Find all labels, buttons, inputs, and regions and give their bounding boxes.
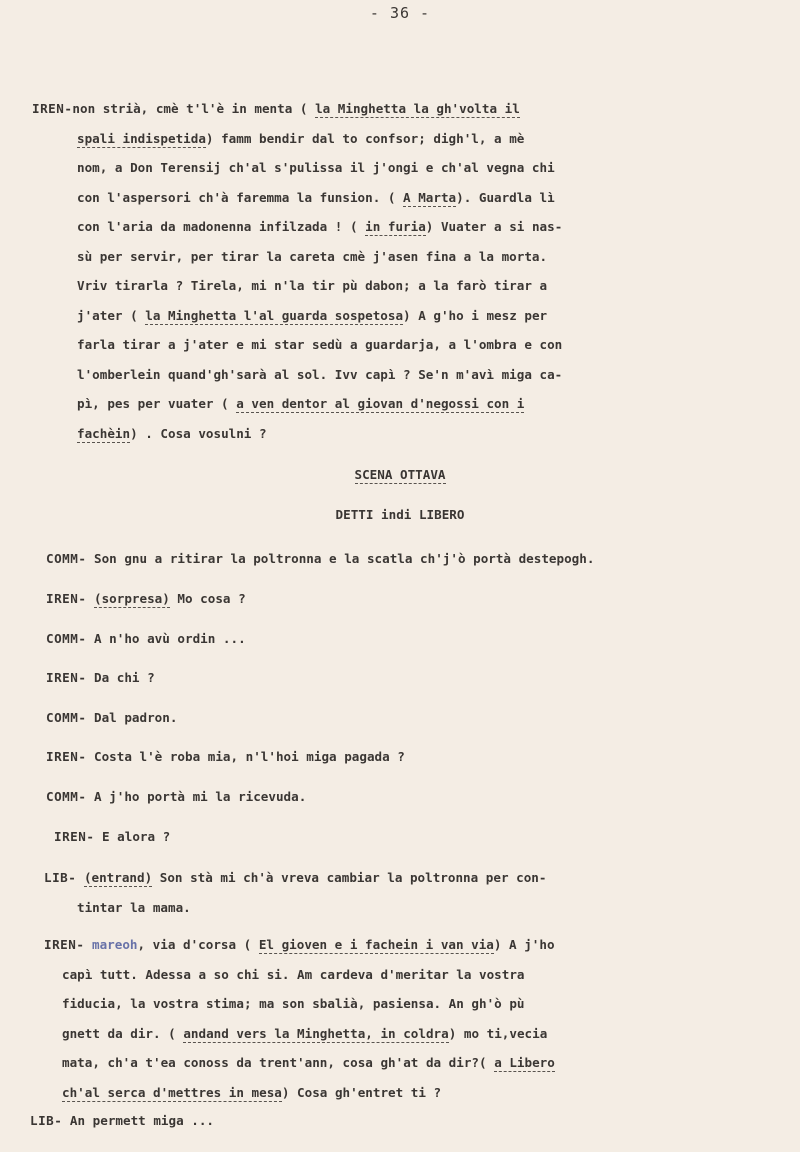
stage-direction: in furia (365, 219, 426, 234)
stage-direction: fachèin (77, 425, 131, 441)
speech-line: ch'al serca d'mettres in mesa) Cosa gh'entret ti ? (62, 1084, 442, 1100)
speaker-label: COMM- (46, 710, 87, 725)
speaker-label: IREN- (46, 591, 87, 606)
speech-line: mareoh, via d'corsa ( El gioven e i fachein i van via) A j'ho (92, 937, 555, 952)
dialogue-line (46, 782, 306, 812)
speech-line: con l'aria da madonenna infilzada ! ( in furia) Vuater a si nas- (77, 219, 563, 234)
speech-line: nom, a Don Terensij ch'al s'pulissa il j'ongi e ch'al vegna chi (77, 160, 555, 175)
stage-direction: a Libero (494, 1055, 555, 1070)
dialogue-text: (sorpresa) Mo cosa ? (94, 591, 246, 606)
speaker-label: IREN- (46, 749, 87, 764)
stage-direction: (entrand) (83, 870, 153, 885)
speech-line: fiducia, la vostra stima; ma son sbalià, pasiensa. An gh'ò pù (62, 996, 525, 1011)
speaker-label: COMM- (46, 631, 87, 646)
stage-direction: la Minghetta l'al guarda sospetosa (145, 307, 404, 323)
speaker-label: LIB- (30, 1113, 63, 1128)
stage-direction: andand vers la Minghetta, in coldra (183, 1025, 449, 1041)
speaker-label: COMM- (46, 789, 87, 804)
dialogue-text: Costa l'è roba mia, n'l'hoi miga pagada ? (86, 749, 405, 764)
speech-line: non strià, cmè t'l'è in menta ( la Minghetta la gh'volta il (72, 101, 520, 116)
stage-direction: spali indispetida (77, 130, 206, 146)
stage-direction: la Minghetta la gh'volta il (315, 101, 520, 116)
speaker-label: IREN- (46, 670, 87, 685)
dialogue-line (46, 663, 155, 693)
speech-line: mata, ch'a t'ea conoss da trent'ann, cosa gh'at da dir?( a Libero (62, 1055, 555, 1070)
speech-line: j'ater ( la Minghetta l'al guarda sospetosa) A g'ho i mesz per (77, 307, 548, 323)
irene-speech-2 (44, 930, 555, 1107)
dialogue-text: Dal padron. (86, 710, 178, 725)
dialogue-line (46, 742, 405, 772)
speaker-label: IREN- (44, 937, 85, 952)
speech-line: capì tutt. Adessa a so chi si. Am cardeva d'meritar la vostra (62, 966, 525, 982)
dialogue-text: E alora ? (94, 829, 171, 844)
speaker-label: IREN- (54, 829, 95, 844)
scene-subtitle: DETTI indi LIBERO (335, 507, 465, 522)
stage-direction: ch'al serca d'mettres in mesa (62, 1084, 282, 1100)
dialogue-line (46, 624, 246, 654)
speech-text: An permett miga ... (62, 1113, 214, 1128)
dialogue-text: Son gnu a ritirar la poltronna e la scatla ch'j'ò portà destepogh. (86, 551, 595, 566)
speech-line: (entrand) Son stà mi ch'à vreva cambiar la poltronna per con- (83, 870, 547, 885)
speech-line: spali indispetida) famm bendir dal to confsor; digh'l, a mè (77, 130, 525, 146)
speech-line: gnett da dir. ( andand vers la Minghetta, in coldra) mo ti,vecia (62, 1025, 548, 1041)
speech-line: Vriv tirarla ? Tirela, mi n'la tir pù dabon; a la farò tirar a (77, 278, 548, 293)
speaker-label: COMM- (46, 551, 87, 566)
dialogue-line (46, 544, 594, 574)
scene-title: SCENA OTTAVA (354, 467, 446, 482)
dialogue-text: A n'ho avù ordin ... (86, 631, 246, 646)
dialogue-text: A j'ho portà mi la ricevuda. (86, 789, 307, 804)
stage-direction: El gioven e i fachein i van via (258, 937, 494, 952)
dialogue-line (54, 822, 170, 852)
speech-line: sù per servir, per tirar la careta cmè j'asen fina a la morta. (77, 248, 548, 264)
speech-line: fachèin) . Cosa vosulni ? (77, 425, 267, 441)
irene-speech-1 (32, 94, 562, 448)
libero-line-2 (30, 1106, 214, 1136)
stage-direction: A Marta (403, 189, 457, 205)
speaker-label: IREN- (32, 101, 73, 116)
libero-line-1 (44, 863, 546, 922)
speech-line: farla tirar a j'ater e mi star sedù a guardarja, a l'ombra e con (77, 337, 563, 352)
speech-line: pì, pes per vuater ( a ven dentor al giovan d'negossi con i (77, 396, 525, 411)
speaker-label: LIB- (44, 870, 77, 885)
stage-direction: a ven dentor al giovan d'negossi con i (236, 396, 525, 411)
dialogue-text: Da chi ? (86, 670, 155, 685)
dialogue-line (46, 703, 177, 733)
speech-line: l'omberlein quand'gh'sarà al sol. Ivv capì ? Se'n m'avì miga ca- (77, 366, 563, 382)
speech-line: con l'aspersori ch'à faremma la funsion. ( A Marta). Guardla lì (77, 189, 555, 205)
speech-line: tintar la mama. (77, 899, 191, 915)
highlighted-word: mareoh (92, 937, 138, 952)
page-number: - 36 - (369, 4, 431, 22)
dialogue-line (46, 584, 246, 614)
stage-direction: (sorpresa) (94, 591, 170, 606)
